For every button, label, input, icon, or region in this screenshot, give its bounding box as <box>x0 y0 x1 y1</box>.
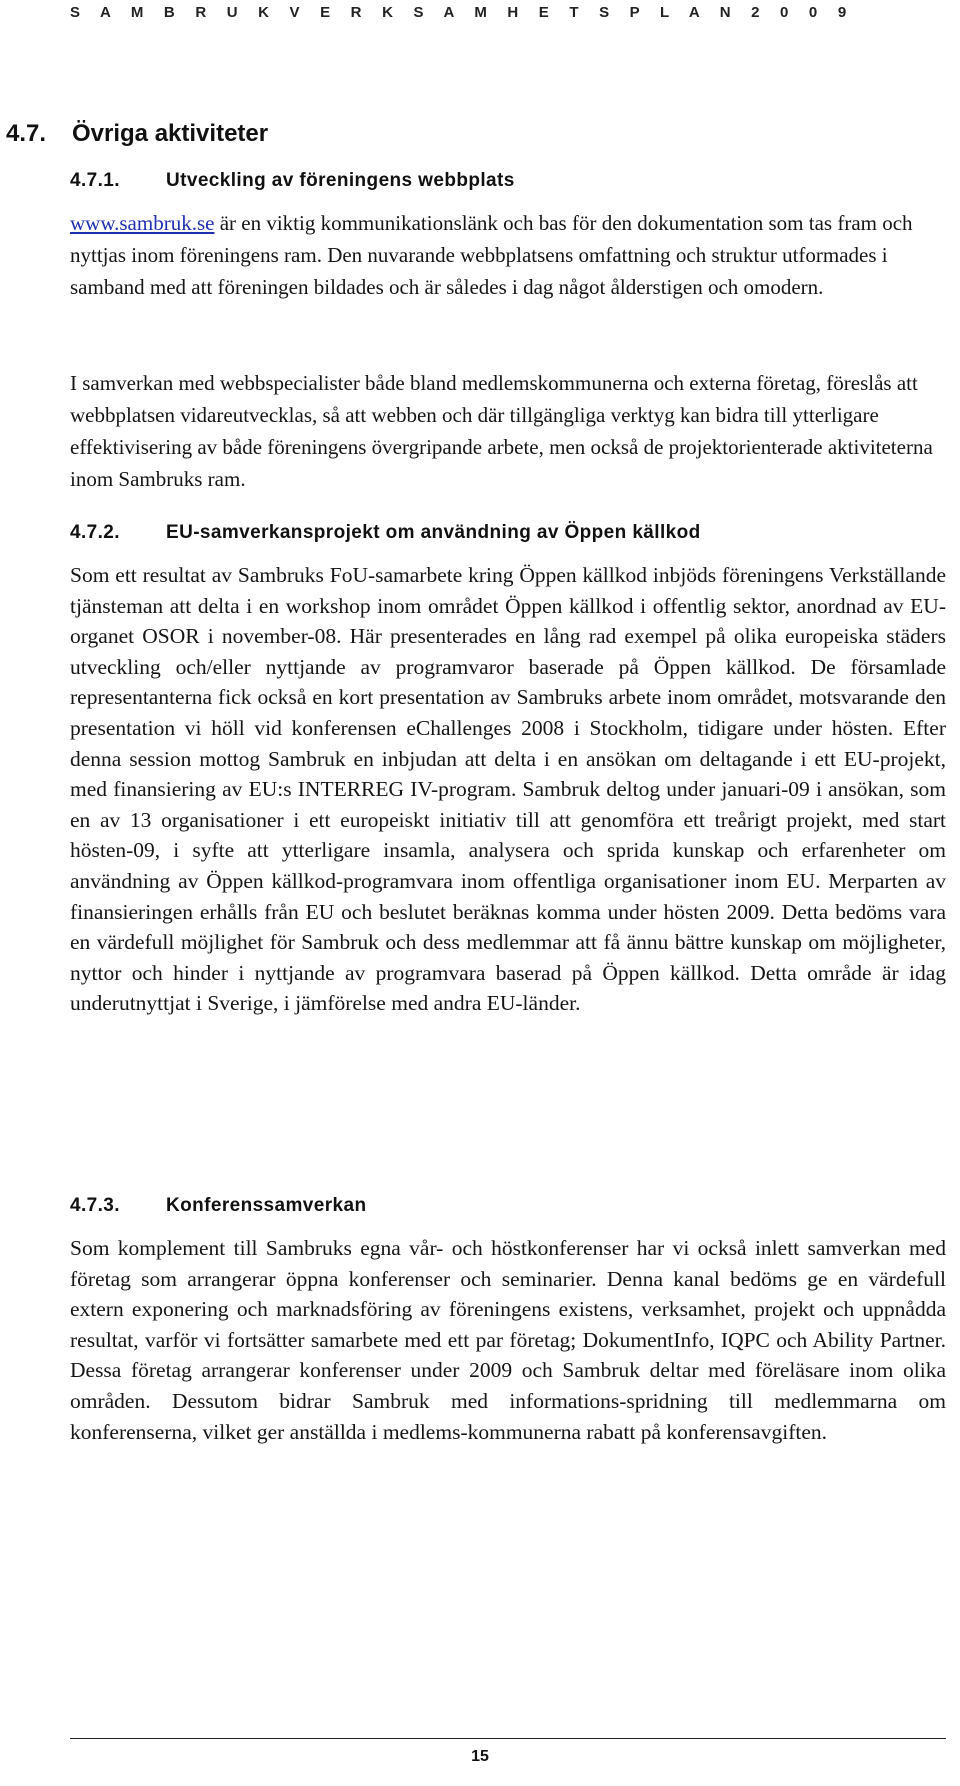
paragraph-eu-project: Som ett resultat av Sambruks FoU-samarbete kring Öppen källkod inbjöds föreningens Verkställande tjänsteman att delta i en workshop inom området Öppen källkod i offentlig sektor, anordnad av EU-organet OSOR i november-08. Här presenterades en lång rad exempel på olika europeiska städers utveckling och/eller nyttjande av programvaror baserade på Öppen källkod. De församlade representanterna fick också en kort presentation av Sambruks arbete inom området, motsvarande den presentation vi höll vid konferensen eChallenges 2008 i Stockholm, tidigare under hösten. Efter denna session mottog Sambruk en inbjudan att delta i en ansökan om deltagande i ett EU-projekt, med finansiering av EU:s INTERREG IV-program. Sambruk deltog under januari-09 i ansökan, som en av 13 organisationer i ett europeiskt initiativ till att genomföra ett treårigt projekt, med start hösten-09, i syfte att ytterligare insamla, analysera och sprida kunskap och erfarenheter om användning av Öppen källkod-programvara inom offentliga organisationer inom EU. Merparten av finansieringen erhålls från EU och beslutet beräknas komma under hösten 2009. Detta bedöms vara en värdefull möjlighet för Sambruk och dess medlemmar att få ännu bättre kunskap om möjligheter, nyttor och hinder i nyttjande av programvara baserad på Öppen källkod. Detta område är idag underutnyttjat i Sverige, i jämförelse med andra EU-länder. <box>70 563 946 1016</box>
subsection-heading-2 <box>70 522 701 544</box>
section-number: 4.7. <box>6 120 47 147</box>
subsection-number-3: 4.7.3. <box>70 1195 120 1216</box>
website-link[interactable]: www.sambruk.se <box>70 211 215 235</box>
paragraph-website-intro <box>70 207 946 303</box>
subsection-heading-1 <box>70 170 515 192</box>
subsection-heading-3 <box>70 1195 366 1217</box>
paragraph-website-intro-text: är en viktig kommunikationslänk och bas för den dokumentation som tas fram och nyttjas inom föreningens ram. Den nuvarande webbplatsens omfattning och struktur utformades i samband med att föreningen bildades och är således i dag något ålderstigen och omodern. <box>70 211 913 299</box>
subsection-title-1: Utveckling av föreningens webbplats <box>166 170 515 191</box>
subsection-title-2: EU-samverkansprojekt om användning av Öppen källkod <box>166 522 701 543</box>
footer-divider <box>70 1738 946 1739</box>
paragraph-website-development: I samverkan med webbspecialister både bland medlemskommunerna och externa företag, föreslås att webbplatsen vidareutvecklas, så att webben och där tillgängliga verktyg kan bidra till ytterligare effektivisering av både föreningens övergripande arbete, men också de projektorienterade aktiviteterna inom Sambruks ram. <box>70 371 933 491</box>
page-number: 15 <box>471 1748 489 1765</box>
paragraph-conference: Som komplement till Sambruks egna vår- och höstkonferenser har vi också inlett samverkan med företag som arrangerar öppna konferenser och seminarier. Denna kanal bedöms ge en värdefull extern exponering och marknadsföring av föreningens existens, verksamhet, projekt och uppnådda resultat, varför vi fortsätter samarbete med ett par företag; DokumentInfo, IQPC och Ability Partner. Dessa företag arrangerar konferenser under 2009 och Sambruk deltar med föreläsare inom olika områden. Dessutom bidrar Sambruk med informations-spridning till medlemmarna om konferenserna, vilket ger anställda i medlems-kommunerna rabatt på konferensavgiften. <box>70 1236 946 1444</box>
subsection-title-3: Konferenssamverkan <box>166 1195 367 1216</box>
subsection-number-2: 4.7.2. <box>70 522 120 543</box>
subsection-number-1: 4.7.1. <box>70 170 120 191</box>
running-header: S A M B R U K V E R K S A M H E T S P L A N 2 0 0 9 <box>70 4 855 21</box>
section-heading <box>6 120 268 148</box>
section-title: Övriga aktiviteter <box>72 120 269 147</box>
